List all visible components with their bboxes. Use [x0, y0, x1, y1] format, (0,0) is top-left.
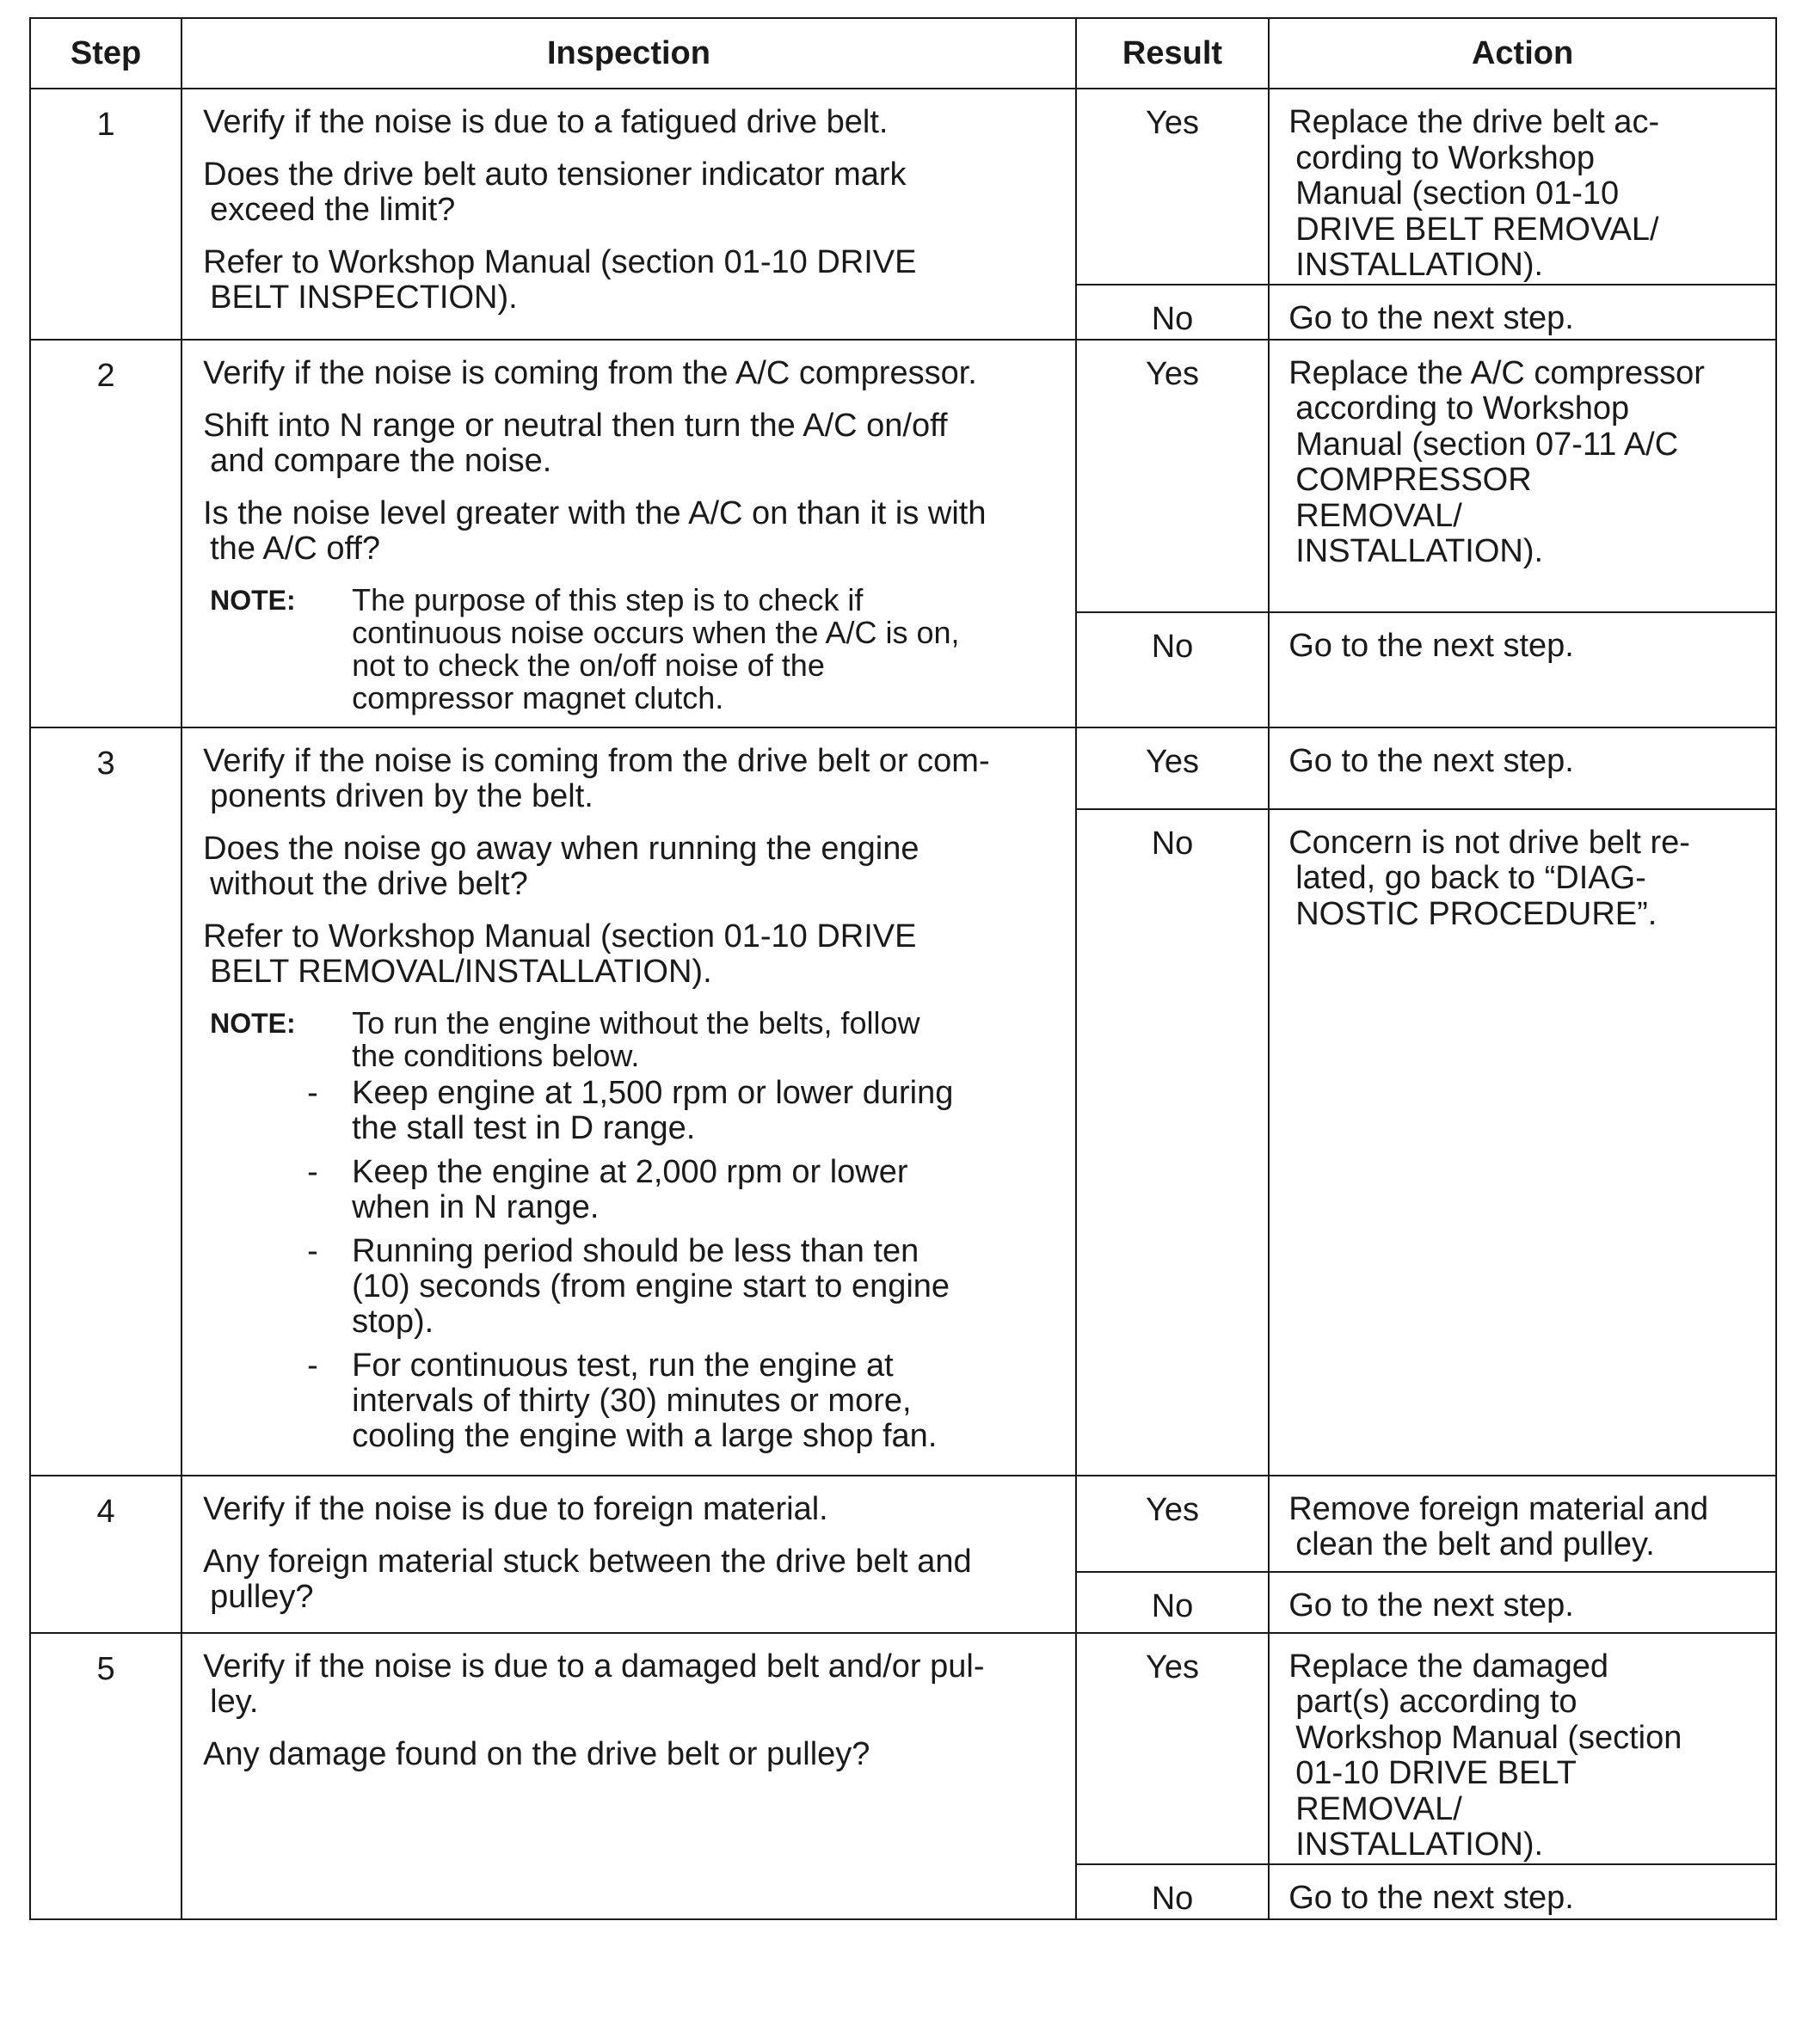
action-line: REMOVAL/ — [1295, 1790, 1462, 1827]
inspection-line: BELT REMOVAL/INSTALLATION). — [210, 953, 712, 990]
note-label: NOTE: — [210, 584, 296, 616]
action-line: REMOVAL/ — [1295, 497, 1462, 534]
header-inspection: Inspection — [181, 18, 1076, 89]
action-line: part(s) according to — [1295, 1684, 1578, 1720]
action-cell — [1269, 89, 1776, 285]
result-yes: Yes — [1076, 727, 1269, 809]
inspection-paragraph — [203, 919, 1058, 990]
step-number: 2 — [30, 340, 181, 727]
action-line: Go to the next step. — [1288, 1587, 1574, 1624]
table-row — [30, 1476, 1776, 1573]
bullet-line: Keep the engine at 2,000 rpm or lower — [352, 1153, 908, 1190]
bullet-text — [352, 1234, 1058, 1340]
bullet-dash: - — [307, 1153, 318, 1190]
action-line: cording to Workshop — [1295, 139, 1596, 176]
action-line: 01-10 DRIVE BELT — [1295, 1755, 1577, 1791]
inspection-line: BELT INSPECTION). — [210, 279, 518, 316]
header-step: Step — [30, 18, 181, 89]
action-cell — [1269, 809, 1776, 1476]
inspection-cell — [181, 89, 1076, 340]
inspection-paragraph — [203, 157, 1058, 228]
inspection-line: Does the noise go away when running the engine — [203, 830, 919, 867]
action-line: Concern is not drive belt re- — [1288, 824, 1690, 861]
table-row — [30, 340, 1776, 613]
header-result: Result — [1076, 18, 1269, 89]
list-item — [307, 1348, 1058, 1454]
action-cell — [1269, 727, 1776, 809]
table-header-row — [30, 18, 1776, 89]
bullet-dash: - — [307, 1347, 318, 1384]
table-row — [30, 1633, 1776, 1864]
action-line: INSTALLATION). — [1295, 1826, 1544, 1863]
bullet-line: For continuous test, run the engine at — [352, 1347, 894, 1384]
note-block — [210, 581, 1058, 715]
action-line: Manual (section 07-11 A/C — [1295, 426, 1679, 463]
inspection-paragraph — [203, 1492, 1058, 1527]
result-yes: Yes — [1076, 1476, 1269, 1573]
action-line: Go to the next step. — [1288, 1879, 1574, 1916]
table-body — [30, 89, 1776, 1919]
header-action: Action — [1269, 18, 1776, 89]
result-yes: Yes — [1076, 1633, 1269, 1864]
inspection-cell — [181, 727, 1076, 1476]
inspection-paragraph — [203, 1544, 1058, 1615]
inspection-line: pulley? — [210, 1578, 314, 1615]
action-line: Remove foreign material and — [1288, 1490, 1709, 1527]
inspection-paragraph — [203, 744, 1058, 814]
note-line: compressor magnet clutch. — [352, 679, 724, 715]
list-item — [307, 1155, 1058, 1225]
bullet-line: Keep engine at 1,500 rpm or lower during — [352, 1074, 954, 1111]
action-line: INSTALLATION). — [1295, 533, 1544, 569]
inspection-line: Any foreign material stuck between the drive belt and — [203, 1543, 972, 1580]
action-line: lated, go back to “DIAG- — [1295, 860, 1646, 897]
bullet-line: Running period should be less than ten — [352, 1232, 919, 1269]
action-line: INSTALLATION). — [1295, 247, 1544, 283]
bullet-dash: - — [307, 1232, 318, 1269]
table-row — [30, 89, 1776, 285]
bullet-line: cooling the engine with a large shop fan. — [352, 1417, 938, 1454]
result-no: No — [1076, 285, 1269, 340]
inspection-paragraph — [203, 245, 1058, 316]
inspection-paragraph — [203, 1649, 1058, 1720]
action-line: Go to the next step. — [1288, 628, 1574, 665]
step-number: 3 — [30, 727, 181, 1476]
bullet-dash: - — [307, 1074, 318, 1111]
result-no: No — [1076, 1572, 1269, 1632]
note-line: continuous noise occurs when the A/C is on, — [352, 614, 960, 650]
action-line: Workshop Manual (section — [1295, 1719, 1682, 1756]
note-line: To run the engine without the belts, follow — [352, 1004, 920, 1040]
bullet-line: the stall test in D range. — [352, 1109, 696, 1146]
condition-list — [307, 1074, 1058, 1454]
inspection-paragraph — [203, 496, 1058, 567]
inspection-paragraph — [203, 408, 1058, 479]
action-cell — [1269, 1864, 1776, 1919]
action-line: Replace the A/C compressor — [1288, 354, 1705, 391]
inspection-line: Does the drive belt auto tensioner indicator mark — [203, 157, 907, 193]
inspection-paragraph — [203, 105, 1058, 140]
action-line: Go to the next step. — [1288, 299, 1574, 336]
note-text — [307, 1004, 1058, 1463]
inspection-line: Is the noise level greater with the A/C on than it is with — [203, 494, 987, 531]
inspection-line: and compare the noise. — [210, 442, 552, 479]
result-yes: Yes — [1076, 340, 1269, 613]
inspection-line: Refer to Workshop Manual (section 01-10 DRIVE — [203, 918, 917, 954]
note-line: The purpose of this step is to check if — [352, 581, 864, 617]
list-item — [307, 1234, 1058, 1340]
action-cell — [1269, 340, 1776, 613]
note-label: NOTE: — [210, 1007, 296, 1039]
diagnostic-table — [29, 17, 1777, 1920]
note-block — [210, 1004, 1058, 1463]
inspection-line: the A/C off? — [210, 530, 381, 567]
action-line: Replace the damaged — [1288, 1648, 1609, 1685]
action-line: Replace the drive belt ac- — [1288, 104, 1660, 140]
action-line: Go to the next step. — [1288, 742, 1574, 779]
table-row — [30, 727, 1776, 809]
bullet-text — [352, 1348, 1058, 1454]
inspection-line: Verify if the noise is coming from the drive belt or com- — [203, 742, 990, 779]
action-cell — [1269, 285, 1776, 340]
action-cell — [1269, 1572, 1776, 1632]
note-line: the conditions below. — [352, 1037, 640, 1073]
note-line: not to check the on/off noise of the — [352, 647, 825, 683]
result-no: No — [1076, 1864, 1269, 1919]
action-cell — [1269, 1633, 1776, 1864]
bullet-line: when in N range. — [352, 1188, 600, 1225]
inspection-line: ponents driven by the belt. — [210, 777, 593, 814]
inspection-line: Verify if the noise is due to a damaged belt and/or pul- — [203, 1648, 985, 1685]
inspection-line: without the drive belt? — [210, 865, 528, 902]
result-yes: Yes — [1076, 89, 1269, 285]
action-cell — [1269, 612, 1776, 727]
action-line: NOSTIC PROCEDURE”. — [1295, 895, 1657, 932]
inspection-paragraph — [203, 832, 1058, 902]
action-line: clean the belt and pulley. — [1295, 1526, 1655, 1562]
bullet-line: (10) seconds (from engine start to engine — [352, 1268, 950, 1304]
step-number: 5 — [30, 1633, 181, 1919]
inspection-paragraph — [203, 356, 1058, 391]
bullet-line: stop). — [352, 1303, 434, 1340]
inspection-cell — [181, 1633, 1076, 1919]
step-number: 1 — [30, 89, 181, 340]
list-item — [307, 1076, 1058, 1146]
bullet-text — [352, 1155, 1058, 1225]
inspection-line: Any damage found on the drive belt or pulley? — [203, 1735, 870, 1772]
action-line: COMPRESSOR — [1295, 462, 1532, 498]
action-line: Manual (section 01-10 — [1295, 175, 1620, 212]
action-line: according to Workshop — [1295, 390, 1630, 427]
inspection-line: ley. — [210, 1683, 259, 1720]
inspection-line: Verify if the noise is due to foreign material. — [203, 1490, 828, 1527]
inspection-line: Verify if the noise is coming from the A/C compressor. — [203, 354, 977, 391]
step-number: 4 — [30, 1476, 181, 1633]
inspection-line: Refer to Workshop Manual (section 01-10 DRIVE — [203, 244, 917, 280]
note-text — [352, 581, 1058, 715]
result-no: No — [1076, 612, 1269, 727]
action-cell — [1269, 1476, 1776, 1573]
bullet-text — [352, 1076, 1058, 1146]
inspection-line: Verify if the noise is due to a fatigued drive belt. — [203, 104, 889, 140]
inspection-line: Shift into N range or neutral then turn the A/C on/off — [203, 407, 948, 444]
bullet-line: intervals of thirty (30) minutes or more, — [352, 1382, 912, 1419]
inspection-paragraph — [203, 1737, 1058, 1772]
inspection-line: exceed the limit? — [210, 192, 456, 228]
inspection-cell — [181, 340, 1076, 727]
inspection-cell — [181, 1476, 1076, 1633]
action-line: DRIVE BELT REMOVAL/ — [1295, 211, 1659, 248]
result-no: No — [1076, 809, 1269, 1476]
